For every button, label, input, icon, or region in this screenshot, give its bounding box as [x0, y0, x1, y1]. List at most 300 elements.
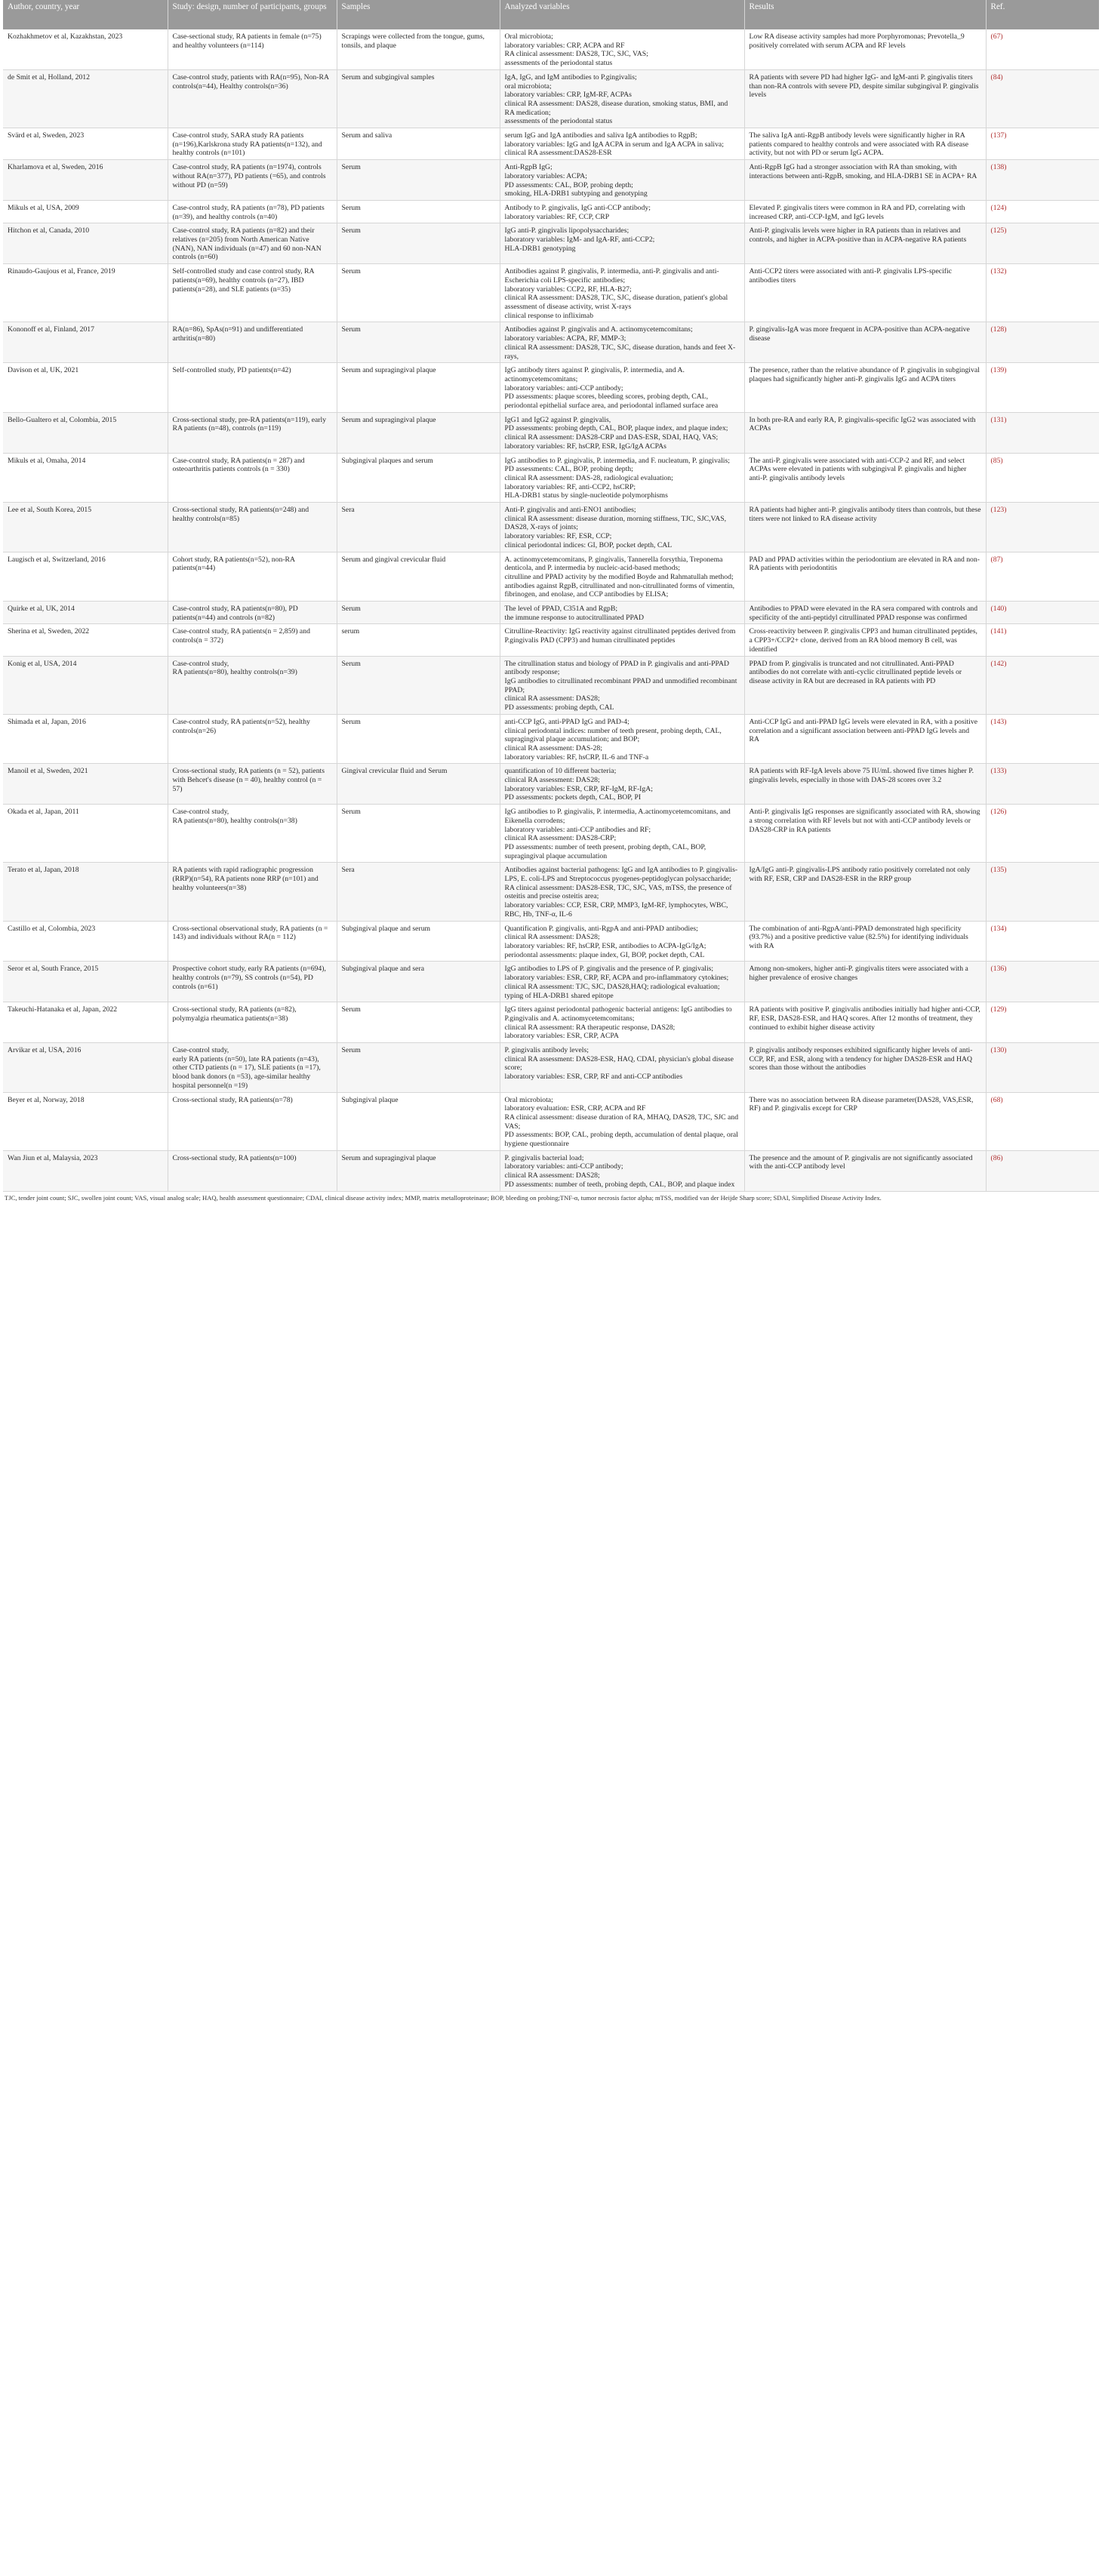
cell-variables: [500, 363, 744, 413]
cell-author: [3, 656, 168, 714]
cell-study-text: Cross-sectional study, RA patients (n = 52), patients with Behcet's disease (n = 40), healthy control (n = 57): [172, 767, 325, 793]
cell-variables-text: The level of PPAD, C351A and RgpB; the immune response to autocitrullinated PPAD: [504, 605, 644, 622]
cell-samples-text: Serum and subgingival samples: [341, 72, 435, 82]
cell-study: [168, 656, 337, 714]
header-author: Author, country, year: [3, 0, 168, 29]
cell-results-text: P. gingivalis-IgA was more frequent in ACPA-positive than ACPA-negative disease: [749, 325, 970, 343]
cell-samples: [337, 264, 500, 322]
cell-variables-text: IgG anti-P. gingivalis lipopolysaccharides; laboratory variables: IgM- and IgA-RF, anti-CCP2; HLA-DRB1 genotyping: [504, 226, 655, 253]
table-row: [3, 921, 1099, 962]
evidence-table: [3, 0, 1099, 1192]
cell-author-text: Wan Jiun et al, Malaysia, 2023: [8, 1153, 98, 1162]
cell-results: [744, 69, 986, 128]
cell-study: [168, 200, 337, 223]
cell-variables: [500, 29, 744, 69]
cell-ref: [986, 363, 1099, 413]
reference-link[interactable]: (129): [990, 1005, 1007, 1014]
cell-study-text: Cross-sectional study, RA patients(n=100): [172, 1153, 297, 1162]
cell-variables: [500, 656, 744, 714]
cell-samples-text: Serum: [341, 226, 361, 235]
cell-author: [3, 714, 168, 764]
reference-link[interactable]: (86): [990, 1153, 1003, 1162]
cell-variables: [500, 805, 744, 863]
cell-results: [744, 264, 986, 322]
cell-ref: [986, 764, 1099, 805]
cell-study: [168, 128, 337, 160]
cell-samples-text: Subgingival plaque and serum: [341, 924, 431, 933]
table-row: [3, 29, 1099, 69]
cell-ref: [986, 69, 1099, 128]
cell-results-text: The presence and the amount of P. gingivalis are not significantly associated with the anti-CCP antibody level: [749, 1153, 973, 1171]
cell-samples: [337, 69, 500, 128]
header-ref: Ref.: [986, 0, 1099, 29]
cell-author-text: Mikuls et al, USA, 2009: [8, 203, 79, 212]
cell-author: [3, 322, 168, 363]
cell-study-text: Case-control study, patients with RA(n=95), Non-RA controls(n=44), Healthy controls(n=36): [172, 72, 329, 91]
cell-study: [168, 69, 337, 128]
cell-variables-text: quantification of 10 different bacteria; clinical RA assessment: DAS28; laboratory variables: ESR, CRP, RF-IgM, RF-IgA; PD assessments: pockets depth, CAL, BOP, PI: [504, 767, 653, 802]
table-row: [3, 552, 1099, 602]
reference-link[interactable]: (124): [990, 203, 1007, 212]
cell-ref: [986, 863, 1099, 921]
table-row: [3, 1092, 1099, 1150]
cell-study-text: Cross-sectional study, RA patients(n=248) and healthy controls(n=85): [172, 506, 309, 523]
cell-variables: [500, 128, 744, 160]
cell-results: [744, 624, 986, 656]
cell-author-text: de Smit et al, Holland, 2012: [8, 72, 90, 82]
cell-samples-text: Subgingival plaque and sera: [341, 965, 424, 974]
cell-results: [744, 764, 986, 805]
cell-variables: [500, 412, 744, 453]
cell-ref: [986, 453, 1099, 503]
cell-variables: [500, 552, 744, 602]
cell-variables-text: IgG antibodies to P. gingivalis, P. intermedia, A.actinomycetemcomitans, and Eikenella corrodens; laboratory variables: anti-CCP antibodies and RF; clinical RA assessment: DAS28-CRP; PD assessments: number of teeth present, probing depth, CAL, BOP, supragingival plaque accumulation: [504, 808, 731, 860]
cell-results: [744, 805, 986, 863]
reference-link[interactable]: (67): [990, 32, 1003, 41]
cell-study: [168, 1002, 337, 1043]
cell-results-text: Anti-P. gingivalis levels were higher in RA patients than in relatives and controls, and higher in ACPA-positive than in ACPA-negative RA patients: [749, 226, 967, 245]
cell-samples-text: Serum: [341, 203, 361, 212]
cell-study: [168, 363, 337, 413]
table-row: [3, 764, 1099, 805]
reference-link[interactable]: (132): [990, 267, 1007, 276]
cell-samples-text: Sera: [341, 866, 355, 875]
cell-samples: [337, 412, 500, 453]
cell-variables-text: Citrulline-Reactivity: IgG reactivity against citrullinated peptides derived from P.gingivalis PAD (CPP3) and human citrullinated peptides: [504, 627, 736, 645]
reference-link[interactable]: (137): [990, 131, 1007, 140]
cell-samples-text: Serum: [341, 163, 361, 172]
reference-link[interactable]: (85): [990, 456, 1003, 465]
cell-author: [3, 962, 168, 1002]
cell-samples: [337, 962, 500, 1002]
cell-variables-text: Antibodies against P. gingivalis, P. intermedia, anti-P. gingivalis and anti-Escherichia coli LPS-specific antibodies; laboratory variables: CCP2, RF, HLA-B27; clinical RA assessment: DAS28, TJC, SJC, disease duration, patient's global assessment of disease activity, wrist X-rays clinical response to infliximab: [504, 267, 728, 320]
cell-results-text: Elevated P. gingivalis titers were common in RA and PD, correlating with increased CRP, anti-CCP-IgM, and IgG levels: [749, 203, 965, 221]
cell-variables: [500, 1150, 744, 1191]
cell-author: [3, 453, 168, 503]
cell-samples: [337, 863, 500, 921]
cell-variables-text: IgA, IgG, and IgM antibodies to P.gingivalis; oral microbiota; laboratory variables: CRP, IgM-RF, ACPAs clinical RA assessment: DAS28, disease duration, smoking status, BMI, and RA medication; assessments of the periodontal status: [504, 72, 728, 126]
table-row: [3, 223, 1099, 264]
cell-study: [168, 1043, 337, 1093]
cell-author-text: Lee et al, South Korea, 2015: [8, 506, 92, 515]
table-row: [3, 264, 1099, 322]
cell-author-text: Svärd et al, Sweden, 2023: [8, 131, 85, 140]
cell-samples-text: Serum and gingival crevicular fluid: [341, 555, 446, 564]
reference-link[interactable]: (128): [990, 325, 1007, 334]
cell-results: [744, 412, 986, 453]
cell-results: [744, 223, 986, 264]
cell-ref: [986, 921, 1099, 962]
cell-author: [3, 624, 168, 656]
table-row: [3, 453, 1099, 503]
cell-author-text: Okada et al, Japan, 2011: [8, 808, 79, 817]
cell-samples-text: Subgingival plaques and serum: [341, 456, 433, 465]
cell-study: [168, 602, 337, 624]
cell-ref: [986, 1092, 1099, 1150]
cell-variables-text: IgG titers against periodontal pathogenic bacterial antigens: IgG antibodies to P.gingivalis and A. actinomycetemcomitans; clinical RA assessment: RA therapeutic response, DAS28; laboratory variables: ESR, CRP, ACPA: [504, 1005, 732, 1041]
cell-samples: [337, 602, 500, 624]
cell-study: [168, 863, 337, 921]
reference-link[interactable]: (123): [990, 506, 1007, 515]
cell-author: [3, 128, 168, 160]
cell-samples: [337, 160, 500, 201]
cell-study-text: Case-control study, early RA patients (n=50), late RA patients (n=43), other CTD patients (n = 17), SLE patients (n =17), blood bank donors (n =53), age-similar healthy hospital personnel(n =19): [172, 1046, 321, 1090]
cell-study-text: Cross-sectional study, RA patients(n=78): [172, 1095, 293, 1104]
cell-variables: [500, 223, 744, 264]
cell-author-text: Hitchon et al, Canada, 2010: [8, 226, 90, 235]
cell-author-text: Mikuls et al, Omaha, 2014: [8, 456, 86, 465]
cell-author-text: Arvikar et al, USA, 2016: [8, 1046, 82, 1055]
cell-samples-text: Serum and saliva: [341, 131, 392, 140]
cell-study: [168, 223, 337, 264]
cell-samples: [337, 223, 500, 264]
cell-study-text: Cohort study, RA patients(n=52), non-RA patients(n=44): [172, 555, 295, 573]
cell-variables-text: Anti-P. gingivalis and anti-ENO1 antibodies; clinical RA assessment: disease duration, morning stiffness, TJC, SJC,VAS, DAS28, X-rays of joints; laboratory variables: RF, ESR, CCP; clinical periodontal indices: GI, BOP, pocket depth, CAL: [504, 506, 727, 549]
cell-variables: [500, 322, 744, 363]
cell-results: [744, 322, 986, 363]
cell-samples: [337, 764, 500, 805]
header-samples: Samples: [337, 0, 500, 29]
reference-link[interactable]: (141): [990, 627, 1007, 636]
cell-variables-text: IgG1 and IgG2 against P. gingivalis, PD assessments: probing depth, CAL, BOP, plaque index, and plaque index; clinical RA assessment: DAS28-CRP and DAS-ESR, SDAI, HAQ, VAS; laboratory variables: RF, hsCRP, ESR, IgG/IgA ACPAs: [504, 415, 728, 451]
reference-link[interactable]: (142): [990, 659, 1007, 668]
cell-samples-text: Serum: [341, 659, 361, 668]
cell-samples-text: Serum: [341, 1005, 361, 1014]
cell-samples: [337, 503, 500, 552]
cell-variables: [500, 160, 744, 201]
cell-ref: [986, 805, 1099, 863]
cell-ref: [986, 962, 1099, 1002]
table-row: [3, 656, 1099, 714]
cell-variables: [500, 264, 744, 322]
cell-author-text: Davison et al, UK, 2021: [8, 366, 79, 375]
cell-samples: [337, 656, 500, 714]
reference-link[interactable]: (126): [990, 808, 1007, 817]
cell-author: [3, 200, 168, 223]
cell-results-text: RA patients had higher anti-P. gingivalis antibody titers than controls, but these titers were not linked to RA disease activity: [749, 506, 981, 523]
cell-variables-text: Antibodies against bacterial pathogens: IgG and IgA antibodies to P. gingivalis-LPS, E. coli-LPS and Streptococcus pyogenes-peptidoglycan polysaccharide; RA clinical assessment: DAS28-ESR, TJC, SJC, VAS, mTSS, the presence of osteitis and precise osteitis area; laboratory variables: CCP, ESR, CRP, MMP3, IgM-RF, lymphocytes, WBC, RBC, Hb, TNF-α, IL-6: [504, 866, 738, 919]
cell-samples-text: Scrapings were collected from the tongue, gums, tonsils, and plaque: [341, 32, 485, 50]
cell-study: [168, 503, 337, 552]
header-results: Results: [744, 0, 986, 29]
cell-results-text: RA patients with RF-IgA levels above 75 IU/mL showed five times higher P. gingivalis levels, especially in those with DAS-28 scores over 3.2: [749, 767, 974, 785]
table-row: [3, 714, 1099, 764]
cell-samples: [337, 1150, 500, 1191]
cell-study: [168, 322, 337, 363]
cell-samples-text: Serum: [341, 267, 361, 276]
cell-author-text: Konig et al, USA, 2014: [8, 659, 77, 668]
header-study: Study: design, number of participants, groups: [168, 0, 337, 29]
table-row: [3, 624, 1099, 656]
cell-results-text: PAD and PPAD activities within the periodontium are elevated in RA and non-RA patients with periodontitis: [749, 555, 980, 573]
cell-study: [168, 962, 337, 1002]
reference-link[interactable]: (130): [990, 1046, 1007, 1055]
reference-link[interactable]: (131): [990, 415, 1007, 424]
cell-study-text: Case-sectional study, RA patients in female (n=75) and healthy volunteers (n=114): [172, 32, 322, 50]
cell-results: [744, 921, 986, 962]
cell-results: [744, 128, 986, 160]
cell-samples: [337, 200, 500, 223]
cell-author-text: Kharlamova et al, Sweden, 2016: [8, 163, 103, 172]
cell-samples: [337, 363, 500, 413]
cell-results: [744, 1002, 986, 1043]
cell-author: [3, 69, 168, 128]
reference-link[interactable]: (87): [990, 555, 1003, 564]
cell-ref: [986, 1150, 1099, 1191]
cell-study: [168, 1092, 337, 1150]
reference-link[interactable]: (136): [990, 965, 1007, 974]
cell-samples: [337, 552, 500, 602]
cell-results-text: Anti-RgpB IgG had a stronger association with RA than smoking, with interactions between anti-RgpB, smoking, and HLA-DRB1 SE in ACPA+ RA: [749, 163, 977, 180]
cell-study: [168, 764, 337, 805]
cell-results-text: The saliva IgA anti-RgpB antibody levels were significantly higher in RA patients compared to healthy controls and were associated with RA disease activity, but not with PD or serum IgG ACPA.: [749, 131, 969, 158]
cell-variables-text: serum IgG and IgA antibodies and saliva IgA antibodies to RgpB; laboratory variables: IgG and IgA ACPA in serum and IgA ACPA in saliva; clinical RA assessment:DAS28-ESR: [504, 131, 724, 158]
cell-ref: [986, 552, 1099, 602]
cell-results: [744, 1092, 986, 1150]
cell-author-text: Kononoff et al, Finland, 2017: [8, 325, 94, 334]
cell-study: [168, 552, 337, 602]
cell-samples: [337, 1043, 500, 1093]
cell-author-text: Terato et al, Japan, 2018: [8, 866, 79, 875]
cell-variables-text: Anti-RgpB IgG; laboratory variables: ACPA; PD assessments: CAL, BOP, probing depth; smoking, HLA-DRB1 subtyping and genotyping: [504, 163, 648, 199]
cell-author: [3, 160, 168, 201]
cell-study: [168, 453, 337, 503]
evidence-table-wrapper: [3, 0, 1099, 1205]
cell-samples: [337, 128, 500, 160]
table-row: [3, 160, 1099, 201]
cell-results: [744, 863, 986, 921]
cell-study-text: Cross-sectional study, pre-RA patients(n=119), early RA patients (n=48), controls (n=119): [172, 415, 327, 433]
cell-ref: [986, 264, 1099, 322]
cell-author-text: Quirke et al, UK, 2014: [8, 605, 75, 614]
cell-results: [744, 200, 986, 223]
cell-variables: [500, 624, 744, 656]
cell-variables: [500, 1002, 744, 1043]
cell-variables: [500, 863, 744, 921]
cell-variables: [500, 200, 744, 223]
cell-study-text: Case-control study, RA patients(n=80), healthy controls(n=39): [172, 659, 297, 677]
cell-author-text: Kozhakhmetov et al, Kazakhstan, 2023: [8, 32, 123, 41]
table-row: [3, 69, 1099, 128]
table-row: [3, 200, 1099, 223]
reference-link[interactable]: (135): [990, 866, 1007, 875]
cell-results-text: P. gingivalis antibody responses exhibited significantly higher levels of anti-CCP, RF, and ESR, along with a tendency for higher DAS28-ESR and HAQ scores than those without the antibodies: [749, 1046, 973, 1073]
cell-variables: [500, 1092, 744, 1150]
cell-samples: [337, 1092, 500, 1150]
reference-link[interactable]: (134): [990, 924, 1007, 933]
cell-variables: [500, 453, 744, 503]
cell-ref: [986, 200, 1099, 223]
cell-variables-text: The citrullination status and biology of PPAD in P. gingivalis and anti-PPAD antibody response; IgG antibodies to citrullinated recombinant PPAD and unmodified recombinant PPAD; clinical RA assessment: DAS28; PD assessments: probing depth, CAL: [504, 659, 737, 712]
cell-results-text: Low RA disease activity samples had more Porphyromonas; Prevotella_9 positively correlated with serum ACPA and RF levels: [749, 32, 965, 50]
cell-variables-text: P. gingivalis antibody levels; clinical RA assessment: DAS28-ESR, HAQ, CDAI, physician's global disease score; laboratory variables: ESR, CRP, RF and anti-CCP antibodies: [504, 1046, 734, 1082]
table-row: [3, 322, 1099, 363]
cell-study-text: Prospective cohort study, early RA patients (n=694), healthy controls (n=79), SS controls (n=54), PD controls (n=61): [172, 965, 326, 991]
cell-variables-text: IgG antibodies to P. gingivalis, P. intermedia, and F. nucleatum, P. gingivalis; PD assessments: CAL, BOP, probing depth; clinical RA assessment: DAS-28, radiological evaluation; laboratory variables: RF, anti-CCP2, hsCRP; HLA-DRB1 status by single-nucleotide polymorphisms: [504, 456, 730, 500]
cell-samples: [337, 624, 500, 656]
cell-variables: [500, 921, 744, 962]
cell-author: [3, 264, 168, 322]
cell-results: [744, 656, 986, 714]
cell-author: [3, 764, 168, 805]
cell-variables: [500, 69, 744, 128]
cell-author: [3, 921, 168, 962]
cell-ref: [986, 714, 1099, 764]
reference-link[interactable]: (68): [990, 1095, 1003, 1104]
cell-ref: [986, 1002, 1099, 1043]
cell-variables: [500, 503, 744, 552]
cell-author: [3, 552, 168, 602]
cell-variables-text: Oral microbiota; laboratory variables: CRP, ACPA and RF RA clinical assessment: DAS28, TJC, SJC, VAS; assessments of the periodontal status: [504, 32, 648, 68]
cell-results-text: Anti-CCP IgG and anti-PPAD IgG levels were elevated in RA, with a positive correlation and a significant association between anti-PPAD IgG levels and RA: [749, 717, 978, 744]
cell-study-text: Case-control study, RA patients(n = 287) and osteoarthritis patients controls (n = 330): [172, 456, 305, 474]
cell-results: [744, 1150, 986, 1191]
cell-results: [744, 714, 986, 764]
cell-variables-text: IgG antibody titers against P. gingivalis, P. intermedia, and A. actinomycetemcomitans; laboratory variables: anti-CCP antibody; PD assessments: plaque scores, bleeding scores, probing depth, CAL, periodontal epithelial surface area, and periodontal inflamed surface area: [504, 366, 719, 411]
cell-study: [168, 29, 337, 69]
cell-study: [168, 264, 337, 322]
cell-author-text: Takeuchi-Hatanaka et al, Japan, 2022: [8, 1005, 118, 1014]
table-row: [3, 128, 1099, 160]
cell-variables: [500, 602, 744, 624]
reference-link[interactable]: (143): [990, 717, 1007, 726]
cell-samples: [337, 805, 500, 863]
cell-samples-text: serum: [341, 627, 360, 636]
cell-variables-text: A. actinomycetemcomitans, P. gingivalis, Tannerella forsythia, Treponema denticola, and P. intermedia by nucleic-acid-based methods; citrulline and PPAD activity by the modified Boyde and Rahmatullah method; antibodies against RgpB, citrullinated and non-citrullinated forms of vimentin, fibrinogen, and enolase, and CCP antibodies by ELISA;: [504, 555, 735, 599]
cell-author: [3, 805, 168, 863]
table-row: [3, 863, 1099, 921]
cell-samples: [337, 29, 500, 69]
cell-author: [3, 1092, 168, 1150]
cell-study: [168, 412, 337, 453]
reference-link[interactable]: (139): [990, 366, 1007, 375]
cell-results: [744, 962, 986, 1002]
reference-link[interactable]: (140): [990, 605, 1007, 614]
cell-samples-text: Serum and supragingival plaque: [341, 1153, 436, 1162]
cell-samples-text: Serum and supragingival plaque: [341, 366, 436, 375]
cell-author: [3, 412, 168, 453]
cell-study: [168, 805, 337, 863]
cell-study-text: Case-control study, RA patients (n=1974), controls without RA(n=377), PD patients (=65), and controls without PD (n=59): [172, 163, 326, 189]
cell-results-text: There was no association between RA disease parameter(DAS28, VAS,ESR, RF) and P. gingivalis except for CRP: [749, 1095, 974, 1113]
cell-ref: [986, 223, 1099, 264]
cell-study-text: Case-control study, RA patients(n=80), healthy controls(n=38): [172, 808, 297, 825]
cell-results: [744, 602, 986, 624]
cell-samples: [337, 1002, 500, 1043]
cell-ref: [986, 412, 1099, 453]
cell-samples-text: Serum: [341, 717, 361, 726]
cell-results-text: IgA/IgG anti-P. gingivalis-LPS antibody ratio positively correlated not only with RF, ESR, CRP and DAS28-ESR in the RRP group: [749, 866, 971, 884]
cell-study: [168, 160, 337, 201]
reference-link[interactable]: (133): [990, 767, 1007, 776]
reference-link[interactable]: (138): [990, 163, 1007, 172]
cell-samples: [337, 921, 500, 962]
cell-results-text: RA patients with positive P. gingivalis antibodies initially had higher anti-CCP, RF, ESR, DAS28-ESR, and HAQ scores. After 12 months of treatment, they continued to exhibit higher disease activity: [749, 1005, 980, 1032]
cell-ref: [986, 602, 1099, 624]
header-row: [3, 0, 1099, 29]
cell-ref: [986, 128, 1099, 160]
cell-author-text: Shimada et al, Japan, 2016: [8, 717, 86, 726]
cell-variables: [500, 714, 744, 764]
cell-results-text: Cross-reactivity between P. gingivalis CPP3 and human citrullinated peptides, a CPP3+/CCP2+ clone, derived from an RA blood memory B cell, was identified: [749, 627, 977, 654]
cell-study: [168, 1150, 337, 1191]
cell-study-text: Self-controlled study, PD patients(n=42): [172, 366, 291, 375]
reference-link[interactable]: (84): [990, 72, 1003, 82]
table-header: [3, 0, 1099, 29]
cell-results-text: The presence, rather than the relative abundance of P. gingivalis in subgingival plaques had significantly higher anti-P. gingivalis IgG and ACPA titers: [749, 366, 980, 383]
cell-author-text: Castillo et al, Colombia, 2023: [8, 924, 96, 933]
reference-link[interactable]: (125): [990, 226, 1007, 235]
cell-variables: [500, 1043, 744, 1093]
table-footnote: TJC, tender joint count; SJC, swollen joint count; VAS, visual analog scale; HAQ, health assessment questionnaire; CDAI, clinical disease activity index; MMP, matrix metalloproteinase; BOP, bleeding on probing;TNF-α, tumor necrosis factor alpha; mTSS, modified van der Heijde Sharp score; SDAI, Simplified Disease Activity Index.: [5, 1193, 882, 1202]
cell-author-text: Sherina et al, Sweden, 2022: [8, 627, 90, 636]
cell-samples: [337, 714, 500, 764]
cell-ref: [986, 503, 1099, 552]
cell-ref: [986, 624, 1099, 656]
cell-results-text: RA patients with severe PD had higher IgG- and IgM-anti P. gingivalis titers than non-RA controls with severe PD, despite similar subgingival P. gingivalis levels: [749, 72, 979, 100]
cell-results-text: PPAD from P. gingivalis is truncated and not citrullinated. Anti-PPAD antibodies do not correlate with anti-cyclic citrullinated peptide levels or disease activity in RA but are decreased in RA patients with PD: [749, 659, 962, 685]
cell-variables-text: anti-CCP IgG, anti-PPAD IgG and PAD-4; clinical periodontal indices: number of teeth present, probing depth, CAL, supragingival plaque accumulation; and BOP; clinical RA assessment: DAS-28; laboratory variables: RF, hsCRP, IL-6 and TNF-a: [504, 717, 722, 762]
cell-study-text: Cross-sectional study, RA patients (n=82), polymyalgia rheumatica patients(n=38): [172, 1005, 297, 1023]
cell-study-text: RA patients with rapid radiographic progression (RRP)(n=54), RA patients none RRP (n=101) and healthy volunteers(n=38): [172, 866, 319, 892]
cell-author-text: Laugisch et al, Switzerland, 2016: [8, 555, 106, 564]
cell-author-text: Manoil et al, Sweden, 2021: [8, 767, 88, 776]
cell-variables: [500, 764, 744, 805]
table-body: [3, 29, 1099, 1191]
cell-study-text: Cross-sectional observational study, RA patients (n = 143) and individuals without RA(n = 112): [172, 924, 328, 942]
cell-samples-text: Gingival crevicular fluid and Serum: [341, 767, 448, 776]
cell-results-text: Among non-smokers, higher anti-P. gingivalis titers were associated with a higher prevalence of erosive changes: [749, 965, 968, 983]
cell-study-text: RA(n=86), SpAs(n=91) and undifferentiated arthritis(n=80): [172, 325, 303, 343]
cell-samples-text: Serum and supragingival plaque: [341, 415, 436, 424]
cell-results: [744, 453, 986, 503]
cell-variables-text: Antibodies against P. gingivalis and A. actinomycetemcomitans; laboratory variables: ACPA, RF, MMP-3; clinical RA assessment: DAS28, TJC, SJC, disease duration, hands and feet X-rays,: [504, 325, 736, 361]
cell-samples-text: Serum: [341, 808, 361, 817]
cell-study: [168, 624, 337, 656]
table-row: [3, 1002, 1099, 1043]
cell-samples: [337, 322, 500, 363]
table-row: [3, 962, 1099, 1002]
table-row: [3, 412, 1099, 453]
cell-samples-text: Serum: [341, 1046, 361, 1055]
cell-variables-text: Antibody to P. gingivalis, IgG anti-CCP antibody; laboratory variables: RF, CCP, CRP: [504, 203, 651, 221]
cell-study-text: Case-control study, SARA study RA patients (n=196),Karlskrona study RA patients(n=132), and healthy controls (n=101): [172, 131, 322, 158]
cell-author-text: Seror et al, South France, 2015: [8, 965, 99, 974]
cell-author: [3, 29, 168, 69]
cell-author: [3, 1043, 168, 1093]
cell-samples-text: Subgingival plaque: [341, 1095, 399, 1104]
cell-author-text: Beyer et al, Norway, 2018: [8, 1095, 85, 1104]
